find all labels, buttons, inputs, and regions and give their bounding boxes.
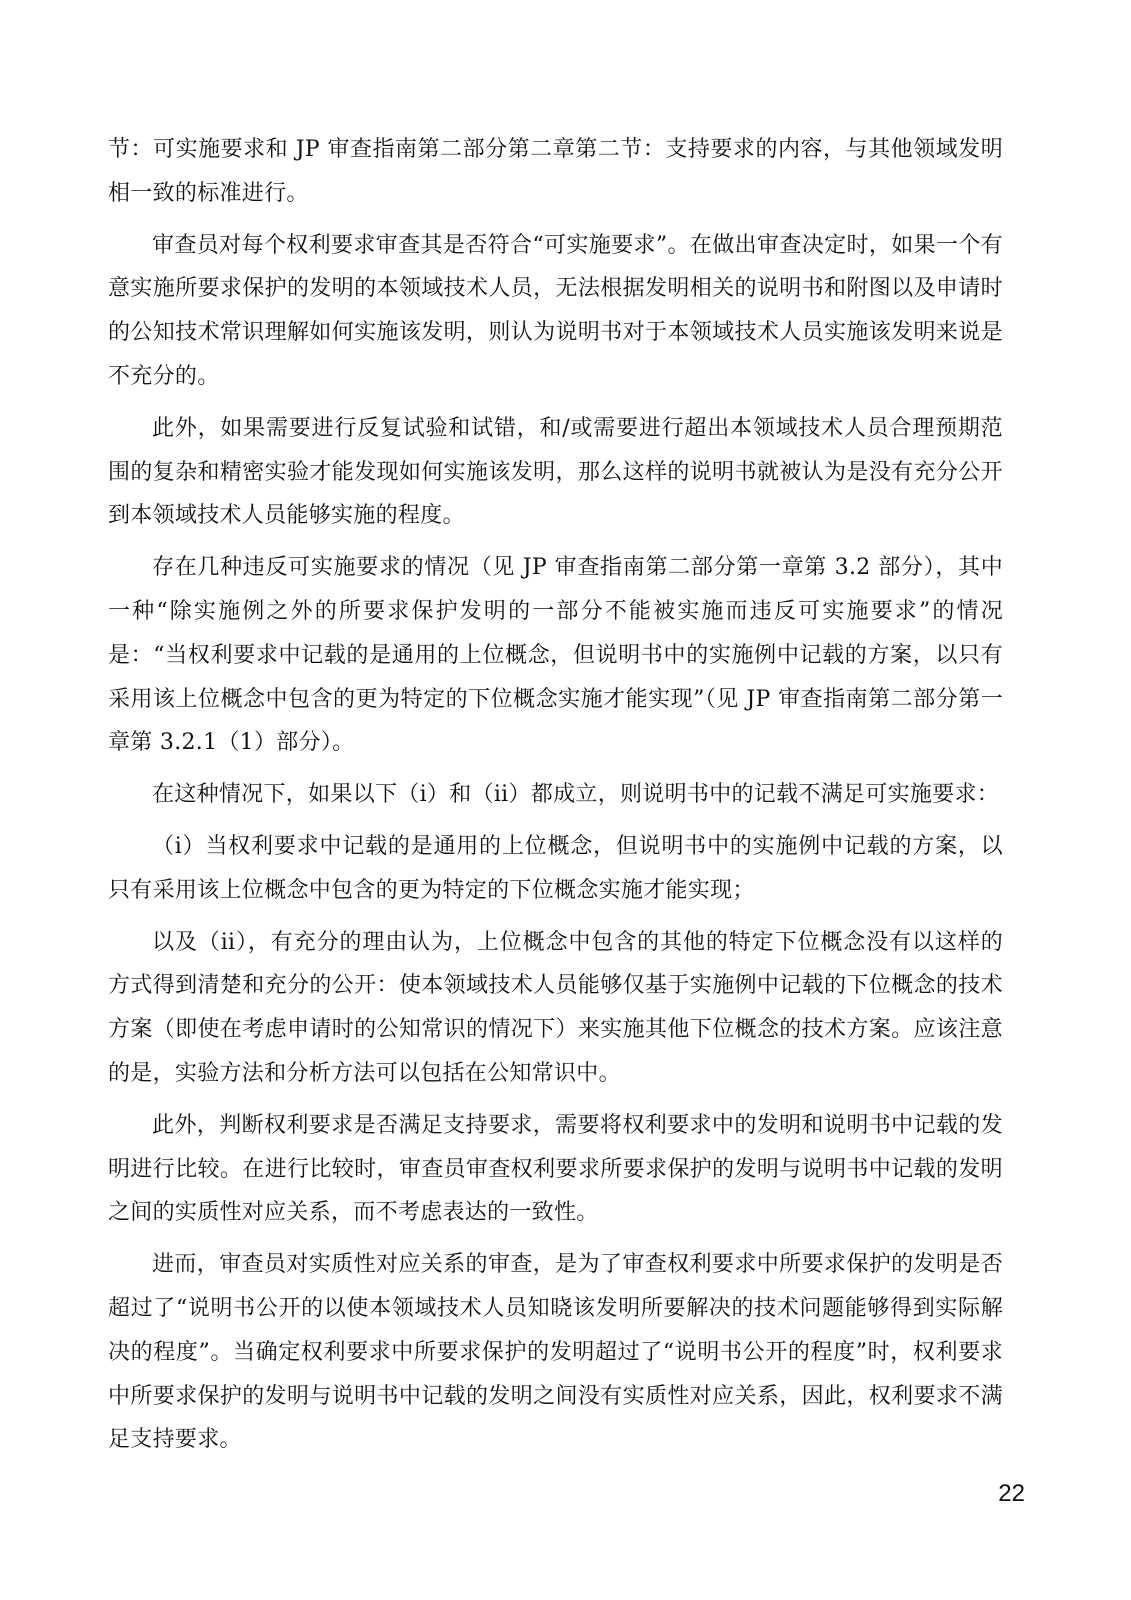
paragraph-support-requirement: 此外，判断权利要求是否满足支持要求，需要将权利要求中的发明和说明书中记载的发明进行比较。在进行比较时，审查员审查权利要求所要求保护的发明与说明书中记载的发明之间的实质性对应关系，而不考虑表达的一致性。: [108, 1112, 1003, 1226]
paragraph-trial-and-error: 此外，如果需要进行反复试验和试错，和/或需要进行超出本领域技术人员合理预期范围的复杂和精密实验才能发现如何实施该发明，那么这样的说明书就被认为是没有充分公开到本领域技术人员能够实施的程度。: [108, 415, 1003, 529]
paragraph-conditions-intro: 在这种情况下，如果以下（i）和（ii）都成立，则说明书中的记载不满足可实施要求：: [152, 782, 1000, 808]
paragraph-enablement-review: 审查员对每个权利要求审查其是否符合“可实施要求”。在做出审查决定时，如果一个有意实施所要求保护的发明的本领域技术人员，无法根据发明相关的说明书和附图以及申请时的公知技术常识理解如何实施该发明，则认为说明书对于本领域技术人员实施该发明来说是不充分的。: [108, 232, 1003, 389]
document-body: [108, 128, 1003, 1470]
paragraph-violation-cases: 存在几种违反可实施要求的情况（见 JP 审查指南第二部分第一章第 3.2 部分），其中一种“除实施例之外的所要求保护发明的一部分不能被实施而违反可实施要求”的情况是：“当权利要求中记载的是通用的上位概念，但说明书中的实施例中记载的方案，以只有采用该上位概念中包含的更为特定的下位概念实施才能实现”（见 JP 审查指南第二部分第一章第 3.2.1（1）部分）。: [108, 555, 1003, 756]
paragraph-substantial-correspondence: 进而，审查员对实质性对应关系的审查，是为了审查权利要求中所要求保护的发明是否超过了“说明书公开的以使本领域技术人员知晓该发明所要解决的技术问题能够得到实际解决的程度”。当确定权利要求中所要求保护的发明超过了“说明书公开的程度”时，权利要求中所要求保护的发明与说明书中记载的发明之间没有实质性对应关系，因此，权利要求不满足支持要求。: [108, 1252, 1003, 1453]
paragraph-continuation: 节：可实施要求和 JP 审查指南第二部分第二章第二节：支持要求的内容，与其他领域发明相一致的标准进行。: [108, 137, 1003, 206]
page-number: 22: [998, 1480, 1025, 1507]
paragraph-condition-i: （i）当权利要求中记载的是通用的上位概念，但说明书中的实施例中记载的方案，以只有采用该上位概念中包含的更为特定的下位概念实施才能实现；: [108, 833, 1003, 903]
paragraph-condition-ii: 以及（ii），有充分的理由认为，上位概念中包含的其他的特定下位概念没有以这样的方式得到清楚和充分的公开：使本领域技术人员能够仅基于实施例中记载的下位概念的技术方案（即使在考虑申请时的公知常识的情况下）来实施其他下位概念的技术方案。应该注意的是，实验方法和分析方法可以包括在公知常识中。: [108, 929, 1003, 1086]
